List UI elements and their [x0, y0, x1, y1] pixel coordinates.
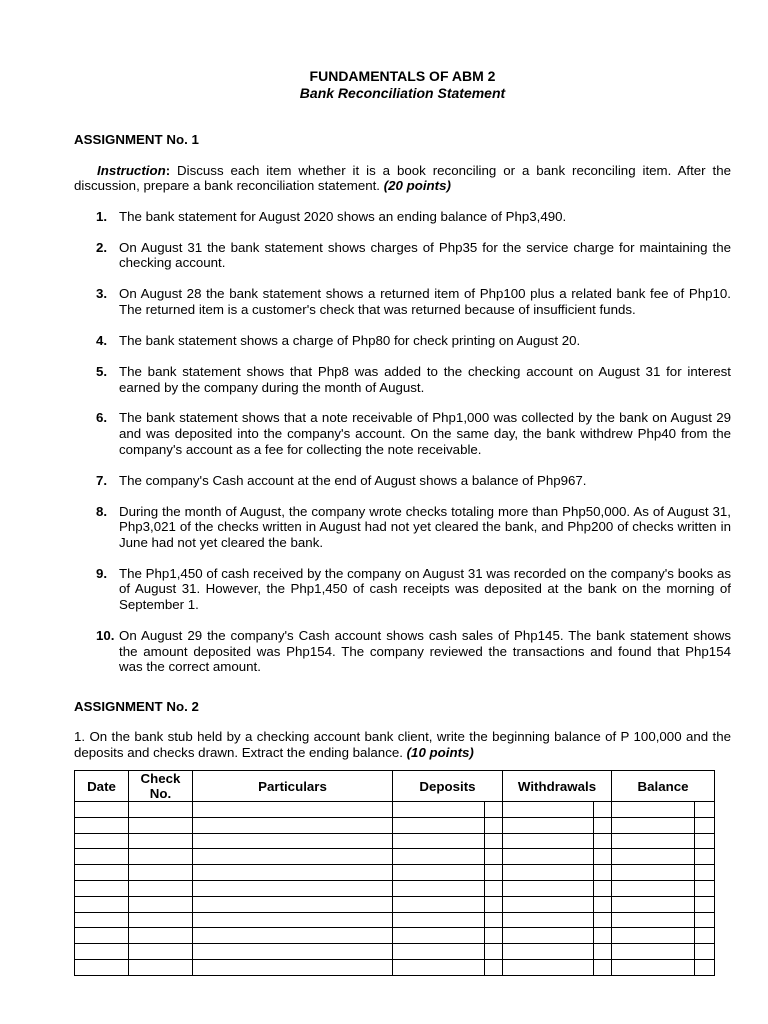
item-text: On August 31 the bank statement shows charges of Php35 for the service charge for maintaining the checking account.: [119, 239, 731, 271]
list-item: [74, 628, 731, 675]
table-cell[interactable]: [612, 833, 695, 849]
check-no-header: Check No.: [129, 771, 193, 802]
table-cell[interactable]: [75, 944, 129, 960]
withdrawals-header: Withdrawals: [503, 771, 612, 802]
item-number: 1.: [96, 208, 108, 224]
table-header-row: [75, 771, 715, 802]
table-cell[interactable]: [695, 928, 715, 944]
question-points: (10 points): [406, 744, 474, 760]
table-cell[interactable]: [594, 944, 612, 960]
table-cell[interactable]: [393, 865, 485, 881]
list-item: [74, 473, 731, 489]
table-cell[interactable]: [129, 817, 193, 833]
table-cell[interactable]: [695, 880, 715, 896]
table-cell[interactable]: [594, 928, 612, 944]
table-cell[interactable]: [193, 865, 393, 881]
table-cell[interactable]: [193, 912, 393, 928]
item-text: The Php1,450 of cash received by the company on August 31 was recorded on the company's books as of August 31. However, the Php1,450 of cash receipts was deposited at the bank on the morning of September 1.: [119, 565, 731, 612]
list-item: [74, 410, 731, 457]
document-title: FUNDAMENTALS OF ABM 2: [309, 68, 496, 84]
instruction-points: (20 points): [383, 178, 451, 194]
table-row: [75, 865, 715, 881]
item-text: The bank statement for August 2020 shows an ending balance of Php3,490.: [119, 208, 567, 224]
table-cell[interactable]: [129, 833, 193, 849]
item-number: 4.: [96, 332, 108, 348]
item-text: The bank statement shows a charge of Php80 for check printing on August 20.: [119, 332, 581, 348]
assignment-2-question: [74, 729, 731, 760]
table-cell[interactable]: [129, 928, 193, 944]
table-cell[interactable]: [503, 959, 594, 975]
table-cell[interactable]: [503, 849, 594, 865]
table-cell[interactable]: [393, 802, 485, 818]
table-cell[interactable]: [75, 928, 129, 944]
list-item: [74, 209, 731, 225]
table-cell[interactable]: [594, 849, 612, 865]
table-cell[interactable]: [193, 880, 393, 896]
table-cell[interactable]: [485, 928, 503, 944]
table-cell[interactable]: [612, 865, 695, 881]
table-cell[interactable]: [594, 833, 612, 849]
table-cell[interactable]: [193, 896, 393, 912]
table-cell[interactable]: [612, 912, 695, 928]
table-row: [75, 833, 715, 849]
table-row: [75, 912, 715, 928]
table-cell[interactable]: [485, 959, 503, 975]
question-text: 1. On the bank stub held by a checking account bank client, write the beginning balance of P 100,000 and the deposits and checks drawn. Extract the ending balance.: [74, 729, 731, 760]
table-cell[interactable]: [594, 802, 612, 818]
table-cell[interactable]: [393, 912, 485, 928]
assignment-1-heading: ASSIGNMENT No. 1: [74, 132, 199, 147]
list-item: [74, 566, 731, 613]
list-item: [74, 240, 731, 271]
table-cell[interactable]: [612, 880, 695, 896]
table-row: [75, 896, 715, 912]
table-cell[interactable]: [129, 944, 193, 960]
assignment-1-items: [74, 209, 731, 675]
instruction-label: Instruction: [97, 162, 166, 178]
table-cell[interactable]: [485, 880, 503, 896]
table-cell[interactable]: [695, 833, 715, 849]
table-cell[interactable]: [193, 928, 393, 944]
table-cell[interactable]: [75, 833, 129, 849]
table-cell[interactable]: [129, 959, 193, 975]
table-cell[interactable]: [193, 817, 393, 833]
table-cell[interactable]: [594, 896, 612, 912]
item-number: 3.: [96, 286, 108, 302]
table-cell[interactable]: [75, 912, 129, 928]
table-row: [75, 817, 715, 833]
item-number: 5.: [96, 363, 108, 379]
balance-header: Balance: [612, 771, 715, 802]
table-cell[interactable]: [612, 817, 695, 833]
document-subtitle: Bank Reconciliation Statement: [299, 85, 506, 101]
table-cell[interactable]: [393, 817, 485, 833]
table-cell[interactable]: [193, 944, 393, 960]
table-row: [75, 880, 715, 896]
table-cell[interactable]: [485, 896, 503, 912]
item-text: The company's Cash account at the end of August shows a balance of Php967.: [119, 472, 587, 488]
table-cell[interactable]: [485, 802, 503, 818]
table-cell[interactable]: [503, 912, 594, 928]
assignment-2-heading: ASSIGNMENT No. 2: [74, 698, 199, 714]
table-cell[interactable]: [503, 833, 594, 849]
table-cell[interactable]: [393, 928, 485, 944]
date-header: Date: [75, 771, 129, 802]
particulars-header: Particulars: [193, 771, 393, 802]
table-cell[interactable]: [612, 849, 695, 865]
table-cell[interactable]: [612, 928, 695, 944]
table-cell[interactable]: [485, 849, 503, 865]
table-cell[interactable]: [393, 880, 485, 896]
table-cell[interactable]: [485, 912, 503, 928]
table-cell[interactable]: [503, 896, 594, 912]
list-item: [74, 333, 731, 349]
table-cell[interactable]: [503, 944, 594, 960]
table-cell[interactable]: [612, 896, 695, 912]
table-row: [75, 802, 715, 818]
table-cell[interactable]: [695, 944, 715, 960]
table-cell[interactable]: [193, 833, 393, 849]
item-text: On August 29 the company's Cash account shows cash sales of Php145. The bank statement shows the amount deposited was Php154. The company reviewed the transactions and found that Php154 was the correct amount.: [119, 627, 731, 675]
table-cell[interactable]: [594, 959, 612, 975]
table-body: [75, 802, 715, 976]
table-cell[interactable]: [612, 802, 695, 818]
item-number: 8.: [96, 503, 108, 519]
item-text: During the month of August, the company wrote checks totaling more than Php50,000. As of August 31, Php3,021 of the checks written in August had not yet cleared the bank, and Php200 of checks written in June had not yet cleared the bank.: [119, 503, 731, 550]
table-cell[interactable]: [129, 896, 193, 912]
table-row: [75, 928, 715, 944]
table-cell[interactable]: [695, 912, 715, 928]
bank-stub-table: [74, 770, 715, 976]
table-cell[interactable]: [75, 959, 129, 975]
table-cell[interactable]: [503, 880, 594, 896]
table-cell[interactable]: [193, 849, 393, 865]
table-cell[interactable]: [393, 944, 485, 960]
table-cell[interactable]: [695, 849, 715, 865]
table-cell[interactable]: [503, 865, 594, 881]
table-cell[interactable]: [695, 802, 715, 818]
table-cell[interactable]: [75, 817, 129, 833]
table-cell[interactable]: [75, 802, 129, 818]
deposits-header: Deposits: [393, 771, 503, 802]
table-cell[interactable]: [193, 802, 393, 818]
table-cell[interactable]: [612, 959, 695, 975]
table-row: [75, 849, 715, 865]
table-cell[interactable]: [485, 944, 503, 960]
item-number: 2.: [96, 239, 108, 255]
table-cell[interactable]: [193, 959, 393, 975]
table-cell[interactable]: [594, 817, 612, 833]
document-page: [74, 68, 731, 761]
table-cell[interactable]: [485, 833, 503, 849]
table-cell[interactable]: [594, 880, 612, 896]
assignment-1-instruction: Instruction: Discuss each item whether it is a book reconciling or a bank reconciling item. After the discussion, prepare a bank reconciliation statement. (20 points): [74, 162, 731, 194]
table-row: [75, 959, 715, 975]
item-number: 10.: [96, 627, 115, 643]
item-text: On August 28 the bank statement shows a returned item of Php100 plus a related bank fee of Php10. The returned item is a customer's check that was returned because of insufficient funds.: [119, 286, 731, 317]
instruction-text: Discuss each item whether it is a book reconciling or a bank reconciling item. After the discussion, prepare a bank reconciliation statement.: [74, 162, 731, 194]
item-number: 7.: [96, 472, 108, 488]
list-item: [74, 504, 731, 551]
table-cell[interactable]: [129, 880, 193, 896]
table-cell[interactable]: [129, 912, 193, 928]
table-cell[interactable]: [129, 802, 193, 818]
table-cell[interactable]: [695, 959, 715, 975]
table-row: [75, 944, 715, 960]
item-number: 9.: [96, 565, 108, 581]
table-cell[interactable]: [393, 849, 485, 865]
item-number: 6.: [96, 410, 108, 426]
table-cell[interactable]: [393, 959, 485, 975]
list-item: [74, 286, 731, 317]
table-cell[interactable]: [129, 849, 193, 865]
table-cell[interactable]: [393, 896, 485, 912]
table-cell[interactable]: [503, 817, 594, 833]
table-cell[interactable]: [75, 849, 129, 865]
item-text: The bank statement shows that Php8 was added to the checking account on August 31 for interest earned by the company during the month of August.: [119, 363, 731, 395]
table-cell[interactable]: [485, 817, 503, 833]
table-cell[interactable]: [695, 896, 715, 912]
table-cell[interactable]: [393, 833, 485, 849]
table-cell[interactable]: [503, 928, 594, 944]
table-cell[interactable]: [75, 865, 129, 881]
table-cell[interactable]: [75, 896, 129, 912]
list-item: [74, 364, 731, 395]
table-cell[interactable]: [594, 865, 612, 881]
table-cell[interactable]: [612, 944, 695, 960]
table-cell[interactable]: [695, 817, 715, 833]
table-cell[interactable]: [485, 865, 503, 881]
item-text: The bank statement shows that a note receivable of Php1,000 was collected by the bank on August 29 and was deposited into the company's account. On the same day, the bank withdrew Php40 from the company's account as a fee for collecting the note receivable.: [119, 410, 731, 457]
table-cell[interactable]: [594, 912, 612, 928]
table-cell[interactable]: [503, 802, 594, 818]
table-cell[interactable]: [75, 880, 129, 896]
table-cell[interactable]: [695, 865, 715, 881]
table-cell[interactable]: [129, 865, 193, 881]
